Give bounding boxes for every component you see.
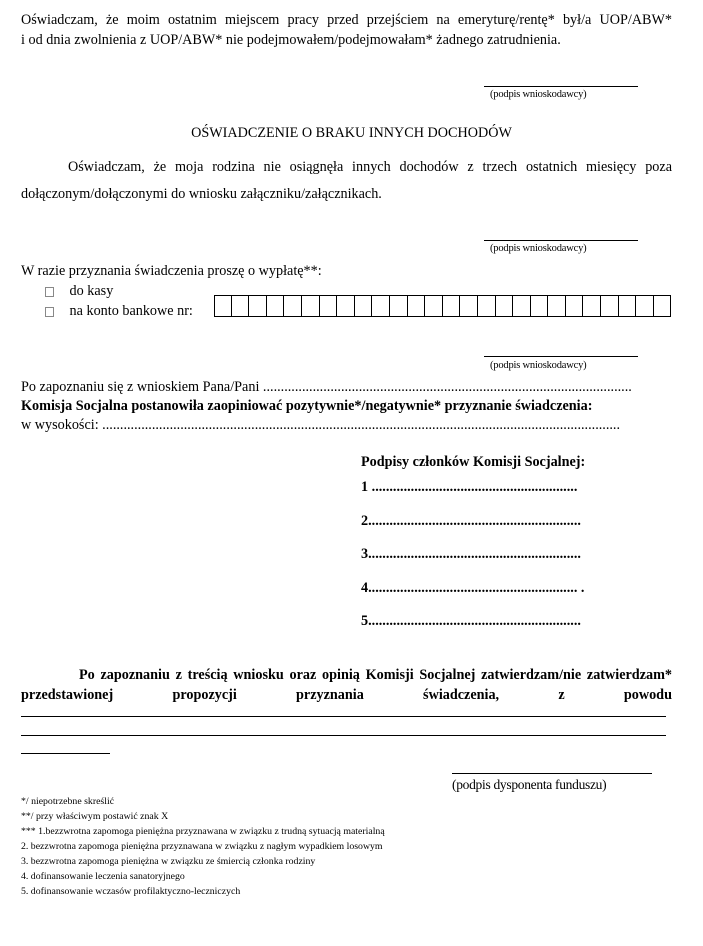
statement-employment-line1: Oświadczam, że moim ostatnim miejscem pracy przed przejściem na emeryturę/rentę* był/a UOP/ABW* <box>21 12 672 28</box>
account-digit-cell[interactable] <box>548 295 566 317</box>
reason-line-2[interactable] <box>21 735 666 736</box>
fund-signature-caption: (podpis dysponenta funduszu) <box>452 777 607 792</box>
amount-line: w wysokości: .................................................................................................................................................. <box>21 417 621 433</box>
commission-review-line: Po zapoznaniu się z wnioskiem Pana/Pani ........................................................................................................ <box>21 379 632 395</box>
footnote-2: **/ przy właściwym postawić znak X <box>21 811 169 822</box>
account-digit-cell[interactable] <box>460 295 478 317</box>
account-digit-cell[interactable] <box>566 295 584 317</box>
approval-word: przedstawionej <box>21 687 114 703</box>
payment-intro: W razie przyznania świadczenia proszę o wypłatę**: <box>21 263 322 279</box>
account-digit-cell[interactable] <box>284 295 302 317</box>
option-bank-label: na konto bankowe nr: <box>69 303 193 319</box>
commission-signature-4: 4........................................................... . <box>361 580 585 596</box>
option-cash[interactable] <box>45 281 113 301</box>
account-digit-cell[interactable] <box>320 295 338 317</box>
account-digit-cell[interactable] <box>425 295 443 317</box>
footnote-6: 4. dofinansowanie leczenia sanatoryjnego <box>21 871 185 882</box>
signature-caption-2: (podpis wnioskodawcy) <box>490 243 587 254</box>
statement-employment-line2: i od dnia zwolnienia z UOP/ABW* nie podejmowałem/podejmowałam* żadnego zatrudnienia. <box>21 32 561 48</box>
account-digit-cell[interactable] <box>531 295 549 317</box>
commission-decision: Komisja Socjalna postanowiła zaopiniować pozytywnie*/negatywnie* przyznanie świadczenia: <box>21 398 593 414</box>
account-digit-cell[interactable] <box>232 295 250 317</box>
signature-caption-3: (podpis wnioskodawcy) <box>490 360 587 371</box>
account-digit-cell[interactable] <box>654 295 672 317</box>
footnote-7: 5. dofinansowanie wczasów profilaktyczno-leczniczych <box>21 886 241 897</box>
account-digit-cell[interactable] <box>337 295 355 317</box>
checkbox-bank[interactable] <box>45 307 54 317</box>
account-digit-cell[interactable] <box>443 295 461 317</box>
footnote-1: */ niepotrzebne skreślić <box>21 796 115 807</box>
fund-signature-line <box>452 773 652 774</box>
account-digit-cell[interactable] <box>513 295 531 317</box>
reason-line-3[interactable] <box>21 753 110 754</box>
account-digit-cell[interactable] <box>372 295 390 317</box>
account-digit-cell[interactable] <box>214 295 232 317</box>
approval-word: z <box>558 687 565 703</box>
commission-signature-3: 3............................................................ <box>361 546 581 562</box>
account-digit-cell[interactable] <box>636 295 654 317</box>
checkbox-cash[interactable] <box>45 287 54 297</box>
account-digit-cell[interactable] <box>619 295 637 317</box>
account-digit-cell[interactable] <box>390 295 408 317</box>
account-digit-cell[interactable] <box>478 295 496 317</box>
account-digit-cell[interactable] <box>408 295 426 317</box>
section-title: OŚWIADCZENIE O BRAKU INNYCH DOCHODÓW <box>191 125 512 141</box>
footnote-4: 2. bezzwrotna zapomoga pieniężna przyznawana w związku z nagłym wypadkiem losowym <box>21 841 383 852</box>
signature-line-2 <box>484 240 638 241</box>
option-cash-label: do kasy <box>69 283 114 299</box>
approval-word: propozycji <box>172 687 237 703</box>
account-digit-cell[interactable] <box>601 295 619 317</box>
approval-word: przyznania <box>296 687 364 703</box>
approval-word: świadczenia, <box>423 687 500 703</box>
approval-line1: Po zapoznaniu z treścią wniosku oraz opinią Komisji Socjalnej zatwierdzam/nie zatwierdzam* <box>79 667 672 683</box>
bank-account-number-field[interactable] <box>214 295 671 317</box>
account-digit-cell[interactable] <box>302 295 320 317</box>
signature-caption-1: (podpis wnioskodawcy) <box>490 89 587 100</box>
approval-line2 <box>21 685 672 705</box>
statement-income-line1: Oświadczam, że moja rodzina nie osiągnęła innych dochodów z trzech ostatnich miesięcy poza <box>68 159 672 175</box>
reason-line-1[interactable] <box>21 716 666 717</box>
approval-word: powodu <box>623 687 672 703</box>
commission-signature-2: 2............................................................ <box>361 513 581 529</box>
account-digit-cell[interactable] <box>267 295 285 317</box>
commission-signatures-title: Podpisy członków Komisji Socjalnej: <box>361 454 586 470</box>
account-digit-cell[interactable] <box>496 295 514 317</box>
commission-signature-5: 5............................................................ <box>361 613 581 629</box>
account-digit-cell[interactable] <box>355 295 373 317</box>
commission-signature-1: 1 .......................................................... <box>361 479 578 495</box>
option-bank[interactable] <box>45 301 193 321</box>
statement-income-line2: dołączonym/dołączonymi do wniosku załączniku/załącznikach. <box>21 186 382 202</box>
account-digit-cell[interactable] <box>249 295 267 317</box>
footnote-3: *** 1.bezzwrotna zapomoga pieniężna przyznawana w związku z trudną sytuacją materialną <box>21 826 385 837</box>
account-digit-cell[interactable] <box>583 295 601 317</box>
signature-line-1 <box>484 86 638 87</box>
footnote-5: 3. bezzwrotna zapomoga pieniężna w związku ze śmiercią członka rodziny <box>21 856 316 867</box>
signature-line-3 <box>484 356 638 357</box>
